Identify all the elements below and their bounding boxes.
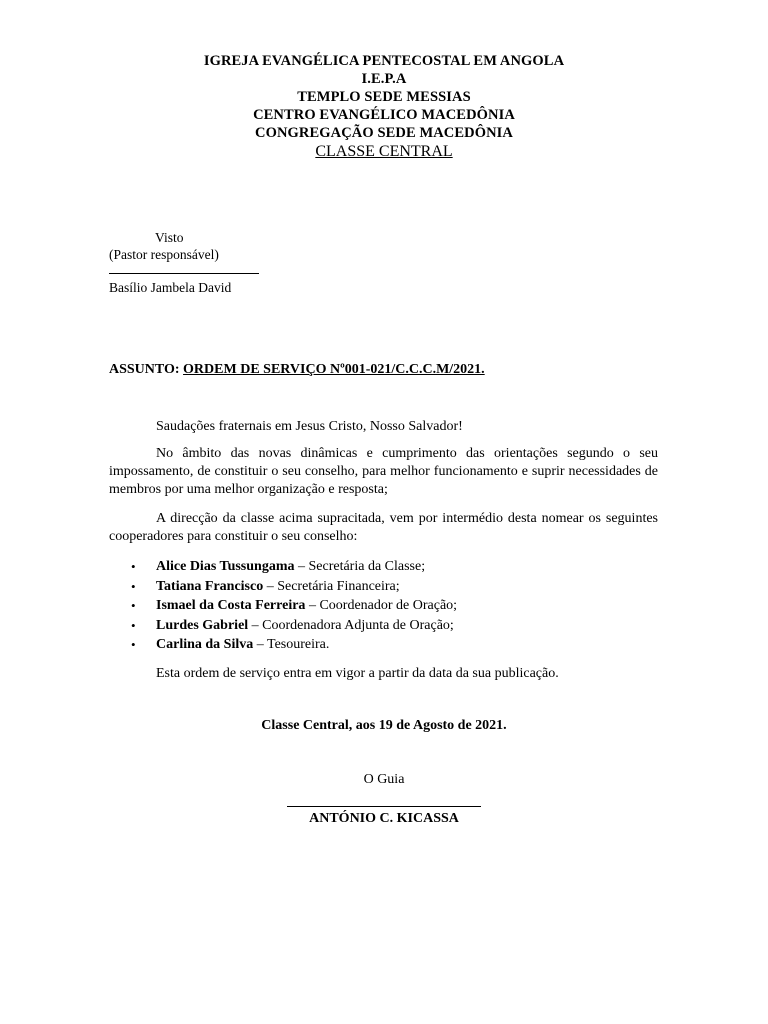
paragraph-nomination: A direcção da classe acima supracitada, vem por intermédio desta nomear os seguintes cooperadores para constituir o seu conselho: [109,511,658,544]
approval-label: Visto [155,230,184,245]
bullet-icon: • [131,598,136,613]
approval-name: Basílio Jambela David [109,280,232,295]
approval-role: (Pastor responsável) [109,247,219,262]
bullet-icon: • [131,559,136,574]
guide-signature-line [287,798,481,807]
member-role: – Secretária da Classe; [294,559,426,574]
list-item [109,616,658,636]
church-name: IGREJA EVANGÉLICA PENTECOSTAL EM ANGOLA [203,53,565,69]
bullet-icon: • [131,578,136,594]
member-role: – Coordenadora Adjunta de Oração; [248,617,454,633]
center-name: CENTRO EVANGÉLICO MACEDÔNIA [253,107,515,123]
letter-body [109,418,658,694]
approval-block [109,229,259,296]
member-name: Ismael da Costa Ferreira [156,598,306,613]
letterhead [0,52,768,162]
list-item [109,577,658,597]
paragraph-effective: Esta ordem de serviço entra em vigor a partir da data da sua publicação. [156,665,559,681]
paragraph-context: No âmbito das novas dinâmicas e cumprimento das orientações segundo o seu impossamento, de constituir o seu conselho, para melhor funcionamento e suprir necessidades de membros por uma melhor organização e resposta; [109,446,658,497]
list-item [109,596,658,616]
member-name: Carlina da Silva [156,637,254,652]
church-acronym: I.E.P.A [361,71,407,87]
class-name: CLASSE CENTRAL [315,143,453,160]
temple-name: TEMPLO SEDE MESSIAS [297,89,471,105]
closing-place-date: Classe Central, aos 19 de Agosto de 2021. [261,718,507,733]
member-role: – Secretária Financeira; [263,578,400,594]
list-item [109,557,658,577]
guide-name: ANTÓNIO C. KICASSA [309,811,459,826]
guide-signature-block [0,772,768,827]
member-role: – Coordenador de Oração; [305,598,458,613]
greeting: Saudações fraternais em Jesus Cristo, Nosso Salvador! [156,419,463,434]
guide-title: O Guia [363,772,405,787]
bullet-icon: • [131,617,136,633]
list-item [109,635,658,655]
congregation-name: CONGREGAÇÃO SEDE MACEDÔNIA [255,125,513,141]
bullet-icon: • [131,637,136,652]
member-name: Lurdes Gabriel [156,617,249,633]
subject-line [109,361,485,379]
subject-label: ASSUNTO: [109,362,180,377]
member-role: – Tesoureira. [253,637,330,652]
subject-value: ORDEM DE SERVIÇO Nº001-021/C.C.C.M/2021. [183,362,485,377]
member-name: Tatiana Francisco [156,578,264,594]
member-list [109,557,658,655]
approval-signature-line [109,263,259,274]
member-name: Alice Dias Tussungama [156,559,295,574]
